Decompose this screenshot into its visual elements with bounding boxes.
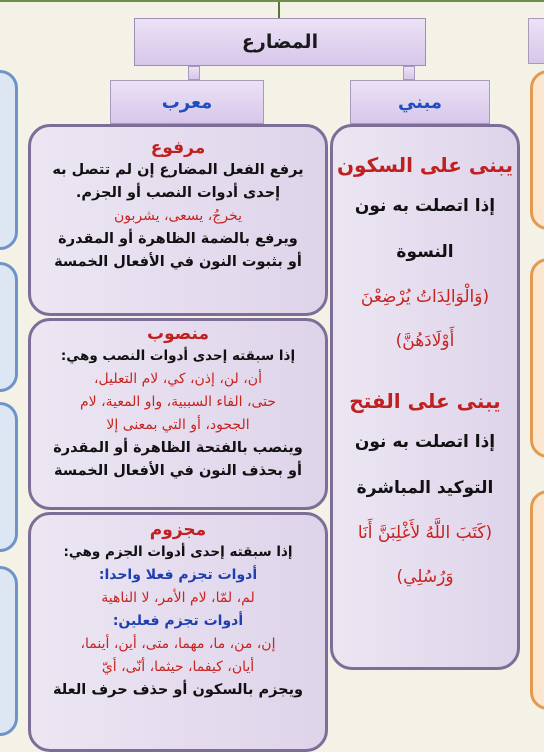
majzum-line-1: إذا سبقته إحدى أدوات الجزم وهي: <box>63 544 293 560</box>
top-horizontal-line <box>0 0 544 2</box>
marfu-title: مرفوع <box>150 138 206 158</box>
fath-title: يبنى على الفتح <box>349 389 501 413</box>
majzum-panel <box>28 512 328 752</box>
mansub-line-1: إذا سبقته إحدى أدوات النصب وهي: <box>60 348 296 364</box>
mabni-header <box>350 80 490 124</box>
left-edge-panel-3 <box>0 402 18 552</box>
marfu-panel <box>28 124 328 316</box>
mabni-panel <box>330 124 520 670</box>
sukun-text-1: إذا اتصلت به نون <box>354 196 496 216</box>
sukun-example-1: (وَالْوَالِدَاتُ يُرْضِعْنَ <box>360 287 490 307</box>
majzum-tools-3: أيان، كيفما، حيثما، أنّى، أيّ <box>101 659 255 675</box>
majzum-tools-2: إن، من، ما، مهما، متى، أين، أينما، <box>80 636 276 652</box>
fath-text-1: إذا اتصلت به نون <box>354 432 496 452</box>
marfu-line-3: ويرفع بالضمة الظاهرة أو المقدرة <box>58 231 298 247</box>
left-edge-panel-4 <box>0 566 18 736</box>
mansub-line-2: وينصب بالفتحة الظاهرة أو المقدرة <box>53 440 303 456</box>
muarab-header <box>110 80 264 124</box>
marfu-line-1: يرفع الفعل المضارع إن لم تتصل به <box>52 162 304 178</box>
mansub-tools-3: الجحود، أو التي بمعنى إلا <box>106 417 250 433</box>
right-top-tab <box>528 18 544 64</box>
majzum-tools-1: لم، لمّا، لام الأمر، لا الناهية <box>101 590 255 606</box>
mansub-tools-2: حتى، الفاء السببية، واو المعية، لام <box>79 394 277 410</box>
title-box <box>134 18 426 66</box>
left-edge-panel-2 <box>0 262 18 392</box>
muarab-header-text: معرب <box>161 91 213 113</box>
majzum-sub-2: أدوات تجزم فعلين: <box>112 613 244 629</box>
sukun-example-2: أَوْلَادَهُنَّ) <box>395 331 455 351</box>
majzum-title: مجزوم <box>149 520 207 540</box>
majzum-line-2: ويجزم بالسكون أو حذف حرف العلة <box>52 682 304 698</box>
marfu-example: يخرجُ، يسعى، يشربون <box>114 208 242 224</box>
sukun-text-2: النسوة <box>396 242 454 262</box>
right-stub <box>403 66 415 80</box>
right-edge-panel-1 <box>530 70 544 230</box>
sukun-title: يبنى على السكون <box>336 153 513 177</box>
mabni-header-text: مبني <box>397 91 443 113</box>
mansub-tools-1: أن، لن، إذن، كي، لام التعليل، <box>94 371 262 387</box>
fath-example-2: وَرُسُلِي) <box>396 567 454 587</box>
marfu-line-2: إحدى أدوات النصب أو الجزم. <box>75 185 281 201</box>
mansub-line-3: أو بحذف النون في الأفعال الخمسة <box>54 463 302 479</box>
fath-text-2: التوكيد المباشرة <box>356 478 494 498</box>
mansub-panel <box>28 318 328 510</box>
right-edge-panel-3 <box>530 490 544 710</box>
majzum-sub-1: أدوات تجزم فعلا واحدا: <box>98 567 258 583</box>
fath-example-1: (كَتَبَ اللَّهُ لأَغْلِبَنَّ أَنَا <box>357 523 493 543</box>
mansub-title: منصوب <box>147 324 209 344</box>
left-edge-panel-1 <box>0 70 18 250</box>
marfu-line-4: أو بثبوت النون في الأفعال الخمسة <box>54 254 302 270</box>
top-connector-line <box>278 0 280 18</box>
right-edge-panel-2 <box>530 258 544 458</box>
title-text: المضارع <box>241 31 319 53</box>
left-stub <box>188 66 200 80</box>
